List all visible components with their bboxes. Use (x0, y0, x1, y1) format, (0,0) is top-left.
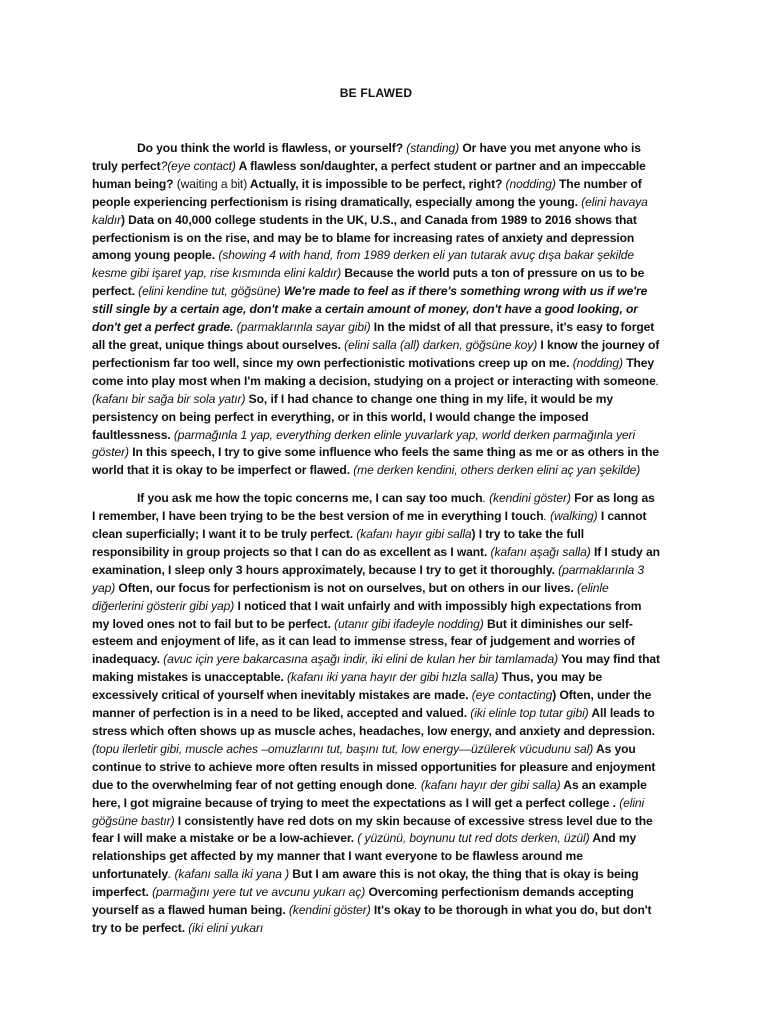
speech-text: If I study an examination, I sleep only 3 hours approximately, because I try to get it thoroughly. (92, 544, 660, 577)
stage-direction: (kendini göster) (288, 903, 371, 918)
stage-direction: (kafanı hayır gibi salla (356, 527, 472, 542)
document-body (92, 140, 660, 938)
speech-text: You may find that making mistakes is unacceptable. (92, 652, 660, 685)
stage-direction: (kafanı aşağı salla) (490, 544, 591, 559)
stage-direction: (parmaklarınla 3 yap) (92, 562, 644, 595)
stage-direction: . (kafanı hayır der gibi salla) (414, 777, 561, 792)
stage-direction: (topu ilerletir gibi, muscle aches –omuzlarını tut, başını tut, low energy—üzülerek vücudunu sal) (92, 741, 594, 756)
speech-text: As an example here, I got migraine because of trying to meet the expectations as I will get a perfect college . (92, 777, 647, 810)
speech-text: And my relationships get affected by my manner that I want everyone to be flawless around me unfortunately (92, 831, 637, 882)
speech-text: If you ask me how the topic concerns me, I can say too much (137, 491, 483, 506)
speech-text: I noticed that I wait unfairly and with impossibly high expectations from my loved ones not to fail but to be perfect. (92, 598, 642, 631)
speech-text: As you continue to strive to achieve more often results in missed opportunities for pleasure and enjoyment due to the overwhelming fear of not getting enough done (92, 741, 656, 792)
speech-text: Because the world puts a ton of pressure on us to be perfect. (92, 266, 645, 299)
document-title: BE FLAWED (339, 86, 413, 100)
stage-direction: (nodding) (505, 176, 556, 191)
speech-text: It's okay to be thorough in what you do, but don't try to be perfect. (92, 903, 652, 935)
speech-text: Do you think the world is flawless, or yourself? (137, 141, 407, 155)
speech-text: We're made to feel as if there's something wrong with us if we're still single by a certain age, don't make a certain amount of money, don't have a good looking, or don't get a perfect grade. (92, 284, 648, 335)
stage-direction: (elini salla (all) darken, göğsüne koy) (344, 337, 538, 352)
speech-text: But I am aware this is not okay, the thing that is okay is being imperfect. (92, 867, 639, 900)
speech-text: (waiting a bit) (176, 176, 248, 191)
stage-direction: (elini havaya kaldır (92, 194, 648, 227)
stage-direction: . (kafanı salla iki yana ) (167, 867, 290, 882)
speech-text: Overcoming perfectionism demands accepting yourself as a flawed human being. (92, 885, 634, 918)
stage-direction: (parmaklarınla sayar gibi) (233, 320, 371, 335)
stage-direction: . (kendini göster) (482, 491, 571, 506)
speech-text: I know the journey of perfectionism far too well, since my own perfectionistic motivations creep up on me. (92, 337, 660, 370)
speech-text: The number of people experiencing perfectionism is rising dramatically, especially among the young. (92, 176, 642, 209)
stage-direction: ?(eye contact) (160, 158, 236, 173)
stage-direction: (parmağınla 1 yap, everything derken elinle yuvarlark yap, world derken parmağınla yeri göster) (92, 427, 636, 460)
speech-text: In the midst of all that pressure, it's easy to forget all the great, unique things about ourselves. (92, 320, 655, 352)
stage-direction: (elini kendine tut, göğsüne) (138, 284, 281, 299)
stage-direction: (standing) (406, 141, 460, 155)
speech-text: They come into play most when I'm making a decision, studying on a project or interacting with someone (92, 355, 656, 388)
speech-text: Actually, it is impossible to be perfect, right? (247, 176, 506, 191)
stage-direction: (nodding) (572, 355, 623, 370)
speech-text: Often, our focus for perfectionism is not on ourselves, but on others in our lives. (115, 580, 578, 595)
speech-text: All leads to stress which often shows up as muscle aches, headaches, low energy, and anxiety and depression. (92, 706, 655, 738)
speech-text: I consistently have red dots on my skin because of excessive stress level due to the fear I will make a mistake or be a low-achiever. (92, 813, 653, 846)
speech-text: A flawless son/daughter, a perfect student or partner and an impeccable human being? (92, 158, 646, 191)
stage-direction: ( yüzünü, boynunu tut red dots derken, üzül) (357, 831, 590, 846)
stage-direction: (elinle diğerlerini gösterir gibi yap) (92, 580, 609, 613)
paragraph (92, 490, 660, 938)
speech-text: ) Data on 40,000 college students in the UK, U.S., and Canada from 1989 to 2016 shows that perfectionism is on the rise, and may be to blame for increasing rates of anxiety and depression among young people. (92, 212, 637, 263)
speech-text: Thus, you may be excessively critical of yourself when inevitably mistakes are made. (92, 670, 603, 703)
speech-text: ) I try to take the full responsibility in group projects so that I can do as excellent as I want. (92, 527, 585, 559)
speech-text: For as long as I remember, I have been trying to be the best version of me in everything I touch (92, 491, 655, 524)
stage-direction: (kafanı iki yana hayır der gibi hızla salla) (287, 670, 499, 685)
stage-direction: (parmağını yere tut ve avcunu yukarı aç) (152, 885, 366, 900)
speech-text: ) Often, under the manner of perfection is in a need to be liked, accepted and valued. (92, 688, 652, 721)
speech-text: But it diminishes our self-esteem and enjoyment of life, as it can lead to immense stress, fear of judgement and worries of inadequacy. (92, 616, 635, 667)
stage-direction: . (kafanı bir sağa bir sola yatır) (92, 373, 659, 406)
stage-direction: (avuc için yere bakarcasına aşağı indir, iki elini de kulan her bir tamlamada) (163, 652, 559, 667)
speech-text: So, if I had chance to change one thing in my life, it would be my persistency on being perfect in everything, or in this world, I would change the imposed faultlessness. (92, 391, 613, 442)
stage-direction: . (walking) (543, 509, 598, 524)
stage-direction: (iki elini yukarı (188, 920, 264, 935)
stage-direction: (iki elinle top tutar gibi) (470, 706, 589, 721)
stage-direction: (showing 4 with hand, from 1989 derken eli yan tutarak avuç dışa bakar şekilde kesme gibi işaret yap, rise kısmında elini kaldır) (92, 248, 635, 281)
speech-text: In this speech, I try to give some influence who feels the same thing as me or as others in the world that it is okay to be imperfect or flawed. (92, 445, 660, 478)
speech-text: Or have you met anyone who is truly perfect (92, 141, 641, 173)
stage-direction: (eye contacting (471, 688, 553, 703)
stage-direction: (me derken kendini, others derken elini aç yan şekilde) (353, 463, 641, 478)
stage-direction: (elini göğsüne bastır) (92, 795, 645, 828)
speech-text: I cannot clean superficially; I want it to be truly perfect. (92, 509, 647, 542)
paragraph (92, 140, 660, 480)
stage-direction: (utanır gibi ifadeyle nodding) (334, 616, 484, 631)
